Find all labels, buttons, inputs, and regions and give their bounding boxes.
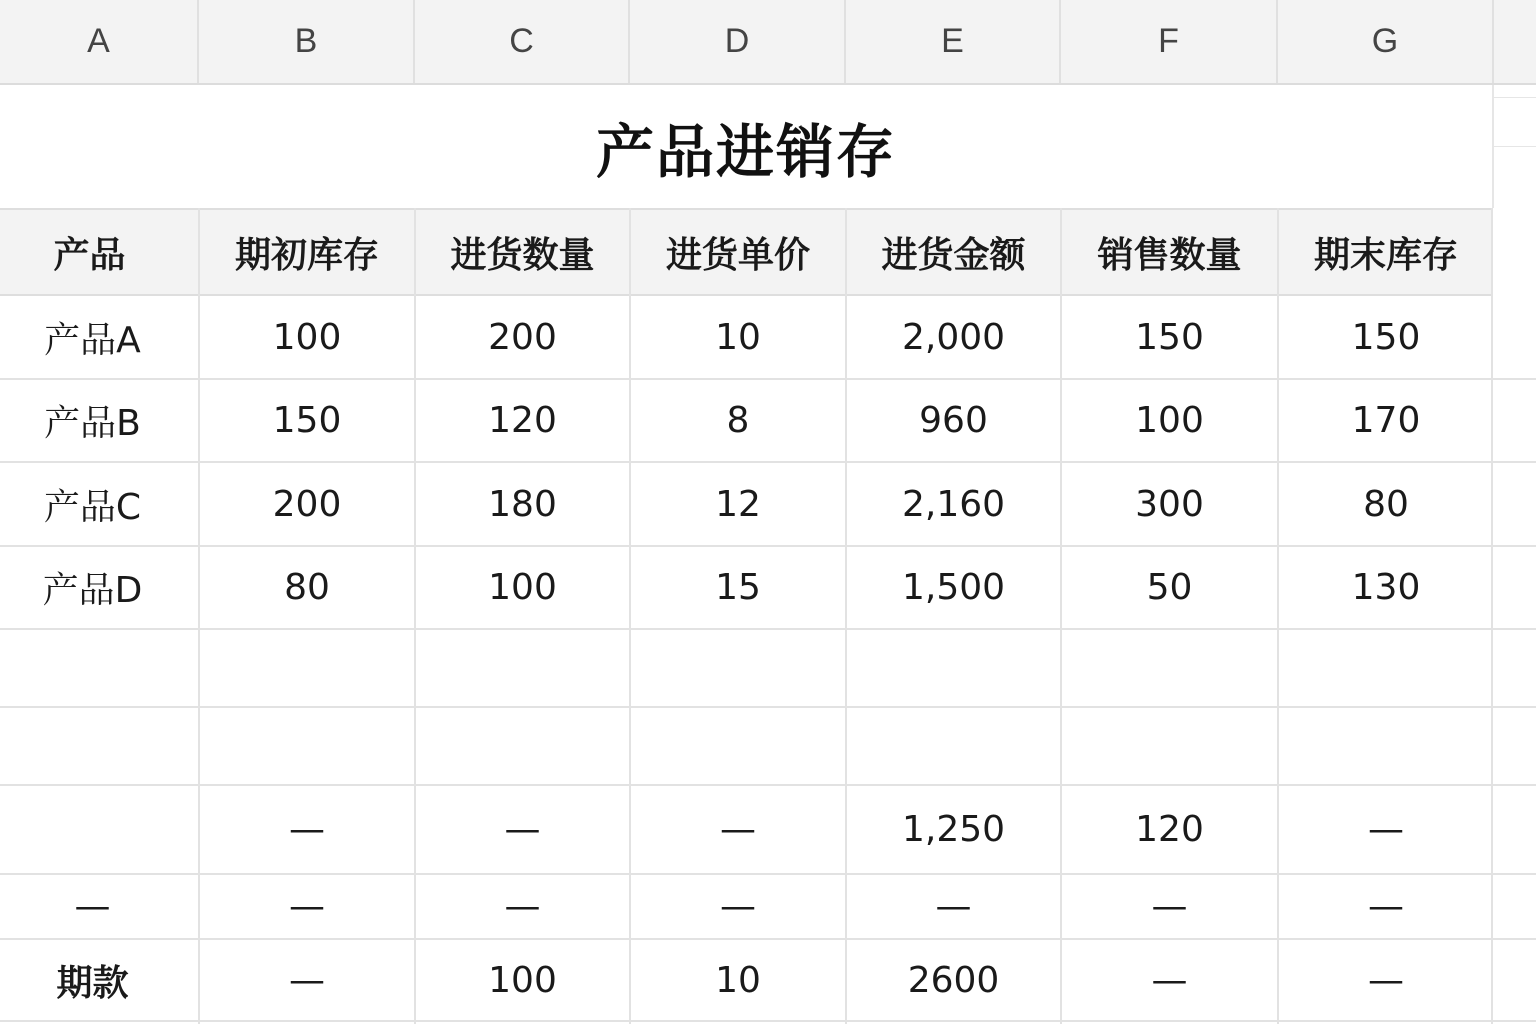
- header-cell-sales-qty[interactable]: 销售数量: [1097, 234, 1242, 276]
- table-cell[interactable]: 产品D: [42, 570, 143, 611]
- sheet-title: 产品进销存: [595, 117, 896, 186]
- table-cell[interactable]: 170: [1351, 400, 1421, 441]
- table-cell[interactable]: 期款: [56, 962, 129, 1004]
- gridline: [1494, 146, 1536, 147]
- table-cell[interactable]: 150: [272, 400, 342, 441]
- table-cell[interactable]: 120: [1135, 809, 1204, 850]
- column-header-h[interactable]: [1494, 0, 1536, 83]
- table-cell[interactable]: 100: [1135, 400, 1204, 441]
- table-cell[interactable]: 100: [488, 567, 557, 608]
- column-header-d[interactable]: D: [630, 0, 846, 83]
- column-header-row: [0, 0, 1536, 85]
- table-cell[interactable]: —: [935, 886, 972, 927]
- table-cell[interactable]: [630, 707, 846, 785]
- table-cell[interactable]: 80: [284, 567, 330, 608]
- header-cell-purchase-qty[interactable]: 进货数量: [450, 234, 595, 276]
- table-cell[interactable]: [1278, 707, 1494, 785]
- column-header-e[interactable]: E: [846, 0, 1061, 83]
- table-cell[interactable]: 12: [715, 483, 761, 525]
- header-cell-closing-stock[interactable]: 期末库存: [1313, 234, 1458, 276]
- title-merged-cell[interactable]: [0, 85, 1492, 208]
- table-cell[interactable]: 2,160: [901, 483, 1006, 525]
- table-cell[interactable]: —: [289, 959, 325, 1001]
- table-cell[interactable]: [415, 629, 630, 707]
- table-cell[interactable]: —: [289, 809, 325, 850]
- table-cell[interactable]: [846, 707, 1061, 785]
- table-cell[interactable]: —: [1368, 959, 1404, 1001]
- table-cell[interactable]: 200: [272, 483, 342, 525]
- table-cell[interactable]: 50: [1146, 567, 1193, 608]
- table-cell[interactable]: 130: [1351, 567, 1421, 608]
- table-cell[interactable]: [846, 629, 1061, 707]
- table-cell[interactable]: 120: [488, 400, 557, 441]
- table-cell[interactable]: 2600: [907, 959, 1000, 1001]
- header-cell-opening-stock[interactable]: 期初库存: [234, 234, 379, 276]
- table-cell[interactable]: 150: [1135, 317, 1204, 358]
- table-cell[interactable]: 产品B: [44, 403, 141, 444]
- table-cell[interactable]: 10: [715, 317, 761, 358]
- table-cell[interactable]: —: [1151, 886, 1188, 927]
- column-header-c[interactable]: C: [415, 0, 630, 83]
- table-cell[interactable]: [630, 629, 846, 707]
- table-cell[interactable]: [0, 785, 185, 874]
- table-cell[interactable]: 产品A: [44, 320, 141, 361]
- header-cell-product[interactable]: 产品: [53, 234, 126, 276]
- table-cell[interactable]: —: [720, 886, 756, 927]
- table-cell[interactable]: [1061, 707, 1278, 785]
- table-cell[interactable]: 150: [1351, 317, 1421, 358]
- column-header-b[interactable]: B: [199, 0, 415, 83]
- table-cell[interactable]: 8: [726, 400, 750, 441]
- table-cell[interactable]: [1278, 629, 1494, 707]
- table-cell[interactable]: 10: [715, 959, 761, 1001]
- table-cell[interactable]: —: [1151, 959, 1188, 1001]
- table-cell[interactable]: 产品C: [43, 486, 142, 528]
- table-cell[interactable]: [1061, 629, 1278, 707]
- table-cell[interactable]: [0, 629, 185, 707]
- table-cell[interactable]: —: [720, 809, 756, 850]
- table-cell[interactable]: 100: [272, 317, 342, 358]
- table-cell[interactable]: [415, 707, 630, 785]
- column-header-f[interactable]: F: [1061, 0, 1278, 83]
- table-cell[interactable]: —: [504, 886, 541, 927]
- header-cell-unit-price[interactable]: 进货单价: [665, 234, 810, 276]
- table-cell[interactable]: [199, 629, 415, 707]
- table-cell[interactable]: 1,250: [901, 809, 1006, 850]
- table-cell[interactable]: [0, 707, 185, 785]
- table-cell[interactable]: 300: [1135, 483, 1204, 525]
- table-cell[interactable]: —: [289, 886, 325, 927]
- column-header-g[interactable]: G: [1278, 0, 1494, 83]
- header-cell-purchase-amount[interactable]: 进货金额: [881, 234, 1026, 276]
- table-cell[interactable]: 100: [488, 959, 557, 1001]
- gridline: [1494, 97, 1536, 98]
- table-cell[interactable]: 960: [919, 400, 988, 441]
- table-cell[interactable]: —: [504, 809, 541, 850]
- table-cell[interactable]: 200: [488, 317, 557, 358]
- table-cell[interactable]: —: [1368, 809, 1404, 850]
- table-cell[interactable]: 15: [715, 567, 761, 608]
- table-cell[interactable]: [199, 707, 415, 785]
- table-cell[interactable]: 2,000: [901, 317, 1006, 358]
- table-cell[interactable]: —: [74, 886, 111, 927]
- table-cell[interactable]: 1,500: [901, 567, 1006, 608]
- table-cell[interactable]: —: [1368, 886, 1404, 927]
- table-cell[interactable]: 180: [488, 483, 557, 525]
- column-header-a[interactable]: A: [0, 0, 199, 83]
- table-cell[interactable]: 80: [1363, 483, 1409, 525]
